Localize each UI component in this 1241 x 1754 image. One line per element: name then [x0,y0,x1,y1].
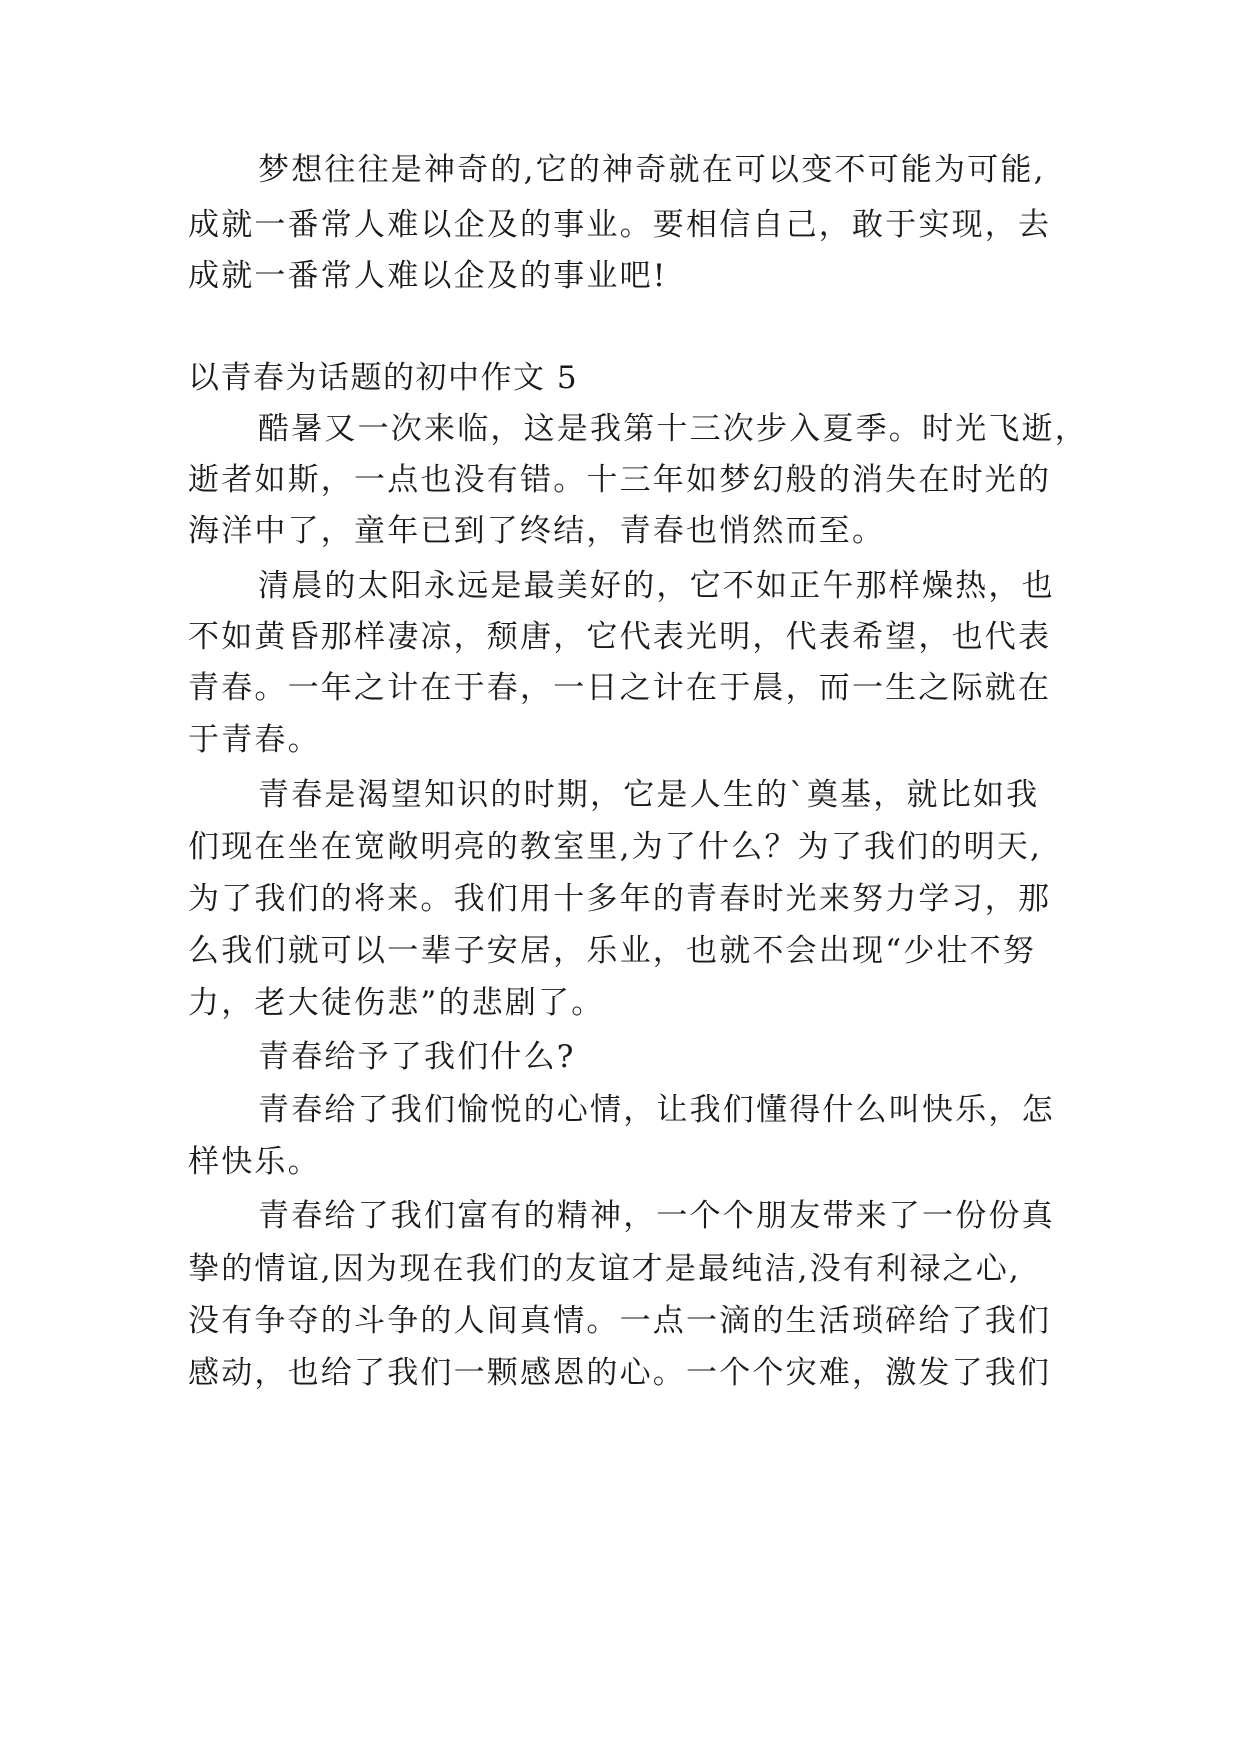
paragraph-line: 感动，也给了我们一颗感恩的心。一个个灾难，激发了我们 [188,1355,1052,1391]
paragraph-line: 梦想往往是神奇的,它的神奇就在可以变不可能为可能, [258,152,1046,188]
paragraph-line: 清晨的太阳永远是最美好的，它不如正午那样燥热，也 [258,568,1055,604]
paragraph-line: 成就一番常人难以企及的事业。要相信自己，敢于实现，去 [188,207,1052,243]
paragraph-line: 逝者如斯，一点也没有错。十三年如梦幻般的消失在时光的 [188,462,1052,498]
paragraph-line: 青春是渴望知识的时期，它是人生的`奠基，就比如我 [258,777,1040,813]
paragraph-line: 为了我们的将来。我们用十多年的青春时光来努力学习，那 [188,881,1052,917]
paragraph-line: 青春给了我们富有的精神，一个个朋友带来了一份份真 [258,1198,1055,1234]
paragraph-line: 成就一番常人难以企及的事业吧! [188,258,668,294]
paragraph-line: 酷暑又一次来临，这是我第十三次步入夏季。时光飞逝， [258,411,1088,447]
paragraph-line: 挚的情谊,因为现在我们的友谊才是最纯洁,没有利禄之心, [188,1251,1021,1287]
paragraph-line: 不如黄昏那样凄凉，颓唐，它代表光明，代表希望，也代表 [188,619,1052,655]
paragraph-line: 海洋中了，童年已到了终结，青春也悄然而至。 [188,513,886,549]
paragraph-line: 么我们就可以一辈子安居，乐业，也就不会出现“少壮不努 [188,933,1037,969]
paragraph-line: 没有争夺的斗争的人间真情。一点一滴的生活琐碎给了我们 [188,1303,1052,1339]
paragraph-line: 青春。一年之计在于春，一日之计在于晨，而一生之际就在 [188,670,1052,706]
paragraph-line: 于青春。 [188,722,321,758]
paragraph-line: 青春给了我们愉悦的心情，让我们懂得什么叫快乐，怎 [258,1092,1055,1128]
paragraph-line: 们现在坐在宽敞明亮的教室里,为了什么？为了我们的明天, [188,829,1043,865]
paragraph-line: 青春给予了我们什么? [258,1039,576,1075]
paragraph-line: 力，老大徒伤悲”的悲剧了。 [188,985,605,1021]
section-heading: 以青春为话题的初中作文 5 [188,360,579,396]
paragraph-line: 样快乐。 [188,1144,321,1180]
